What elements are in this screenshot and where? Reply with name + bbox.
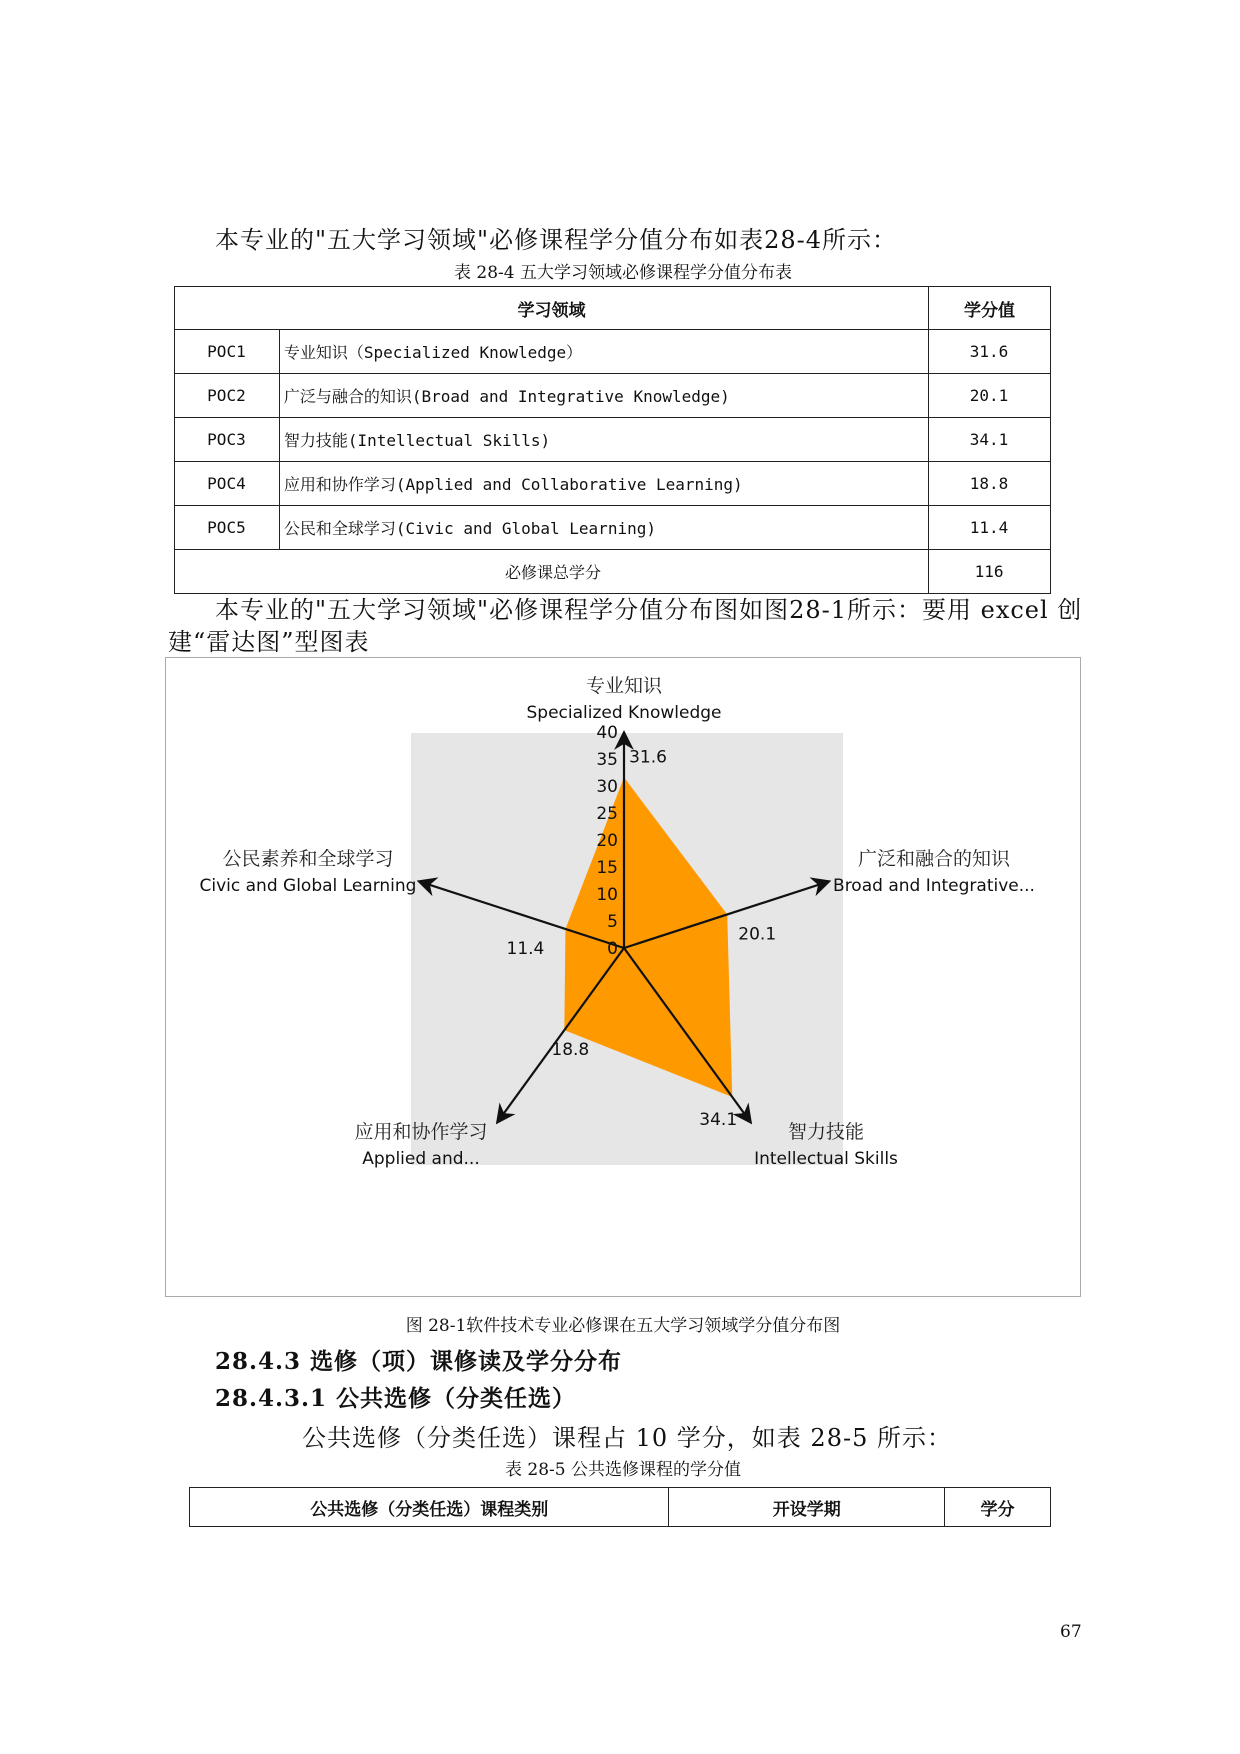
data-label: 34.1 <box>699 1109 738 1130</box>
data-label: 20.1 <box>738 924 777 945</box>
chart-paragraph-line2: 建“雷达图”型图表 <box>168 628 370 656</box>
axis-label-en: Specialized Knowledge <box>526 703 722 723</box>
table1-caption: 表 28-4 五大学习领域必修课程学分值分布表 <box>454 263 792 283</box>
row-credit: 34.1 <box>929 418 1051 462</box>
tick-label: 35 <box>596 750 618 770</box>
table-row <box>175 462 1051 506</box>
total-value: 116 <box>929 550 1051 594</box>
row-credit: 20.1 <box>929 374 1051 418</box>
row-credit: 11.4 <box>929 506 1051 550</box>
tick-label: 10 <box>596 885 618 905</box>
table-row <box>175 374 1051 418</box>
data-label: 11.4 <box>506 938 545 959</box>
row-credit: 31.6 <box>929 330 1051 374</box>
axis-label-en: Broad and Integrative... <box>833 876 1035 896</box>
elective-paragraph: 公共选修（分类任选）课程占 10 学分，如表 28-5 所示： <box>302 1424 952 1452</box>
table-header-row <box>190 1488 1051 1527</box>
row-code: POC1 <box>175 330 280 374</box>
row-code: POC4 <box>175 462 280 506</box>
axis-label-cn: 智力技能 <box>787 1121 865 1143</box>
intro-paragraph: 本专业的"五大学习领域"必修课程学分值分布如表28-4所示： <box>215 226 897 254</box>
section-heading-28-4-3: 28.4.3 选修（项）课修读及学分分布 <box>215 1348 623 1375</box>
table-total-row <box>175 550 1051 594</box>
chart-frame <box>165 657 1081 1297</box>
tick-label: 40 <box>596 723 618 743</box>
header-credit: 学分 <box>945 1488 1051 1527</box>
row-code: POC3 <box>175 418 280 462</box>
data-label: 31.6 <box>629 747 667 768</box>
row-domain: 公民和全球学习(Civic and Global Learning) <box>279 506 928 550</box>
axis-label-en: Civic and Global Learning <box>199 876 417 896</box>
section-heading-28-4-3-1: 28.4.3.1 公共选修（分类任选） <box>215 1385 577 1412</box>
axis-label-cn: 专业知识 <box>585 675 663 697</box>
tick-label: 30 <box>596 777 618 797</box>
tick-label: 20 <box>596 831 618 851</box>
row-credit: 18.8 <box>929 462 1051 506</box>
tick-label: 5 <box>607 912 618 932</box>
radar-chart <box>166 658 1082 1298</box>
axis-label-en: Applied and... <box>362 1149 480 1169</box>
table2-caption: 表 28-5 公共选修课程的学分值 <box>505 1460 741 1480</box>
table-header-row <box>175 287 1051 330</box>
page-number: 67 <box>1060 1622 1082 1642</box>
row-domain: 应用和协作学习(Applied and Collaborative Learning) <box>279 462 928 506</box>
row-domain: 智力技能(Intellectual Skills) <box>279 418 928 462</box>
axis-label-cn: 应用和协作学习 <box>354 1121 488 1143</box>
header-term: 开设学期 <box>669 1488 945 1527</box>
figure-caption: 图 28-1软件技术专业必修课在五大学习领域学分值分布图 <box>405 1316 841 1336</box>
row-domain: 专业知识（Specialized Knowledge） <box>279 330 928 374</box>
row-code: POC5 <box>175 506 280 550</box>
tick-label: 25 <box>596 804 618 824</box>
data-label: 18.8 <box>551 1040 590 1061</box>
table-row <box>175 506 1051 550</box>
tick-label: 0 <box>607 939 618 959</box>
header-category: 公共选修（分类任选）课程类别 <box>190 1488 669 1527</box>
header-domain: 学习领域 <box>175 287 929 330</box>
axis-label-en: Intellectual Skills <box>754 1149 898 1169</box>
row-domain: 广泛与融合的知识(Broad and Integrative Knowledge) <box>279 374 928 418</box>
row-code: POC2 <box>175 374 280 418</box>
credit-distribution-table <box>174 286 1051 594</box>
table-row <box>175 418 1051 462</box>
tick-label: 15 <box>596 858 618 878</box>
total-label: 必修课总学分 <box>175 550 929 594</box>
header-credit: 学分值 <box>929 287 1051 330</box>
chart-paragraph-line1: 本专业的"五大学习领域"必修课程学分值分布图如图28-1所示：要用 excel 创 <box>215 596 1083 624</box>
elective-table <box>189 1487 1051 1527</box>
axis-label-cn: 广泛和融合的知识 <box>857 848 1011 870</box>
axis-label-cn: 公民素养和全球学习 <box>222 848 394 870</box>
table-row <box>175 330 1051 374</box>
